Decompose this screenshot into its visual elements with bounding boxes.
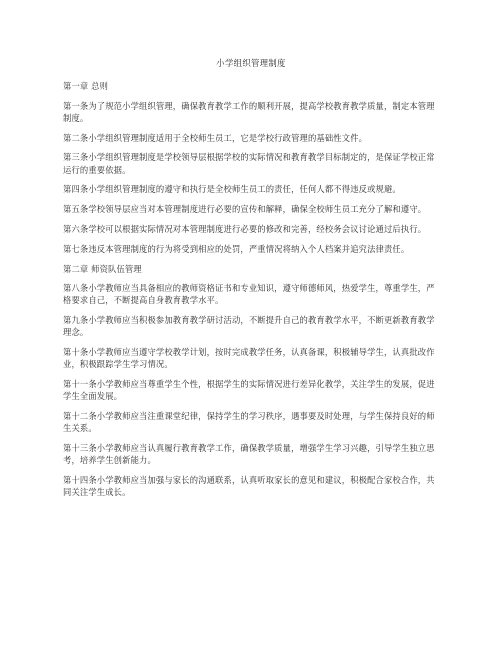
article-paragraph: 第六条学校可以根据实际情况对本管理制度进行必要的修改和完善，经校务会议讨论通过后执行。 [63,223,427,234]
article-paragraph: 第一条为了规范小学组织管理，确保教育教学工作的顺利开展，提高学校教育教学质量，制定本管理制度。 [63,100,435,123]
article-paragraph: 第十二条小学教师应当注重课堂纪律，保持学生的学习秩序，遇事要及时处理，与学生保持良好的师生关系。 [63,411,435,434]
article-paragraph: 第七条违反本管理制度的行为将受到相应的处罚，严重情况将纳入个人档案并追究法律责任。 [63,243,410,254]
chapter-heading: 第一章 总则 [63,81,109,91]
document-body [63,80,441,506]
document-title: 小学组织管理制度 [216,58,286,68]
article-paragraph: 第八条小学教师应当具备相应的教师资格证书和专业知识，遵守师德师风，热爱学生，尊重学生，严格要求自己，不断提高自身教育教学水平。 [63,283,435,306]
article-paragraph: 第五条学校领导层应当对本管理制度进行必要的宣传和解释，确保全校师生员工充分了解和遵守。 [63,204,427,215]
article-paragraph: 第三条小学组织管理制度是学校领导层根据学校的实际情况和教育教学目标制定的，是保证学校正常运行的重要依据。 [63,152,435,175]
article-paragraph: 第二条小学组织管理制度适用于全校师生员工，它是学校行政管理的基础性文件。 [63,132,368,143]
article-paragraph: 第十三条小学教师应当认真履行教育教学工作，确保教学质量，增强学生学习兴趣，引导学生独立思考，培养学生创新能力。 [63,443,435,466]
article-paragraph: 第十一条小学教师应当尊重学生个性，根据学生的实际情况进行差异化教学，关注学生的发展，促进学生全面发展。 [63,379,435,402]
article-paragraph: 第十四条小学教师应当加强与家长的沟通联系，认真听取家长的意见和建议，积极配合家校合作，共同关注学生成长。 [63,475,435,498]
article-paragraph: 第十条小学教师应当遵守学校教学计划，按时完成教学任务，认真备课，积极辅导学生，认真批改作业，积极跟踪学生学习情况。 [63,347,435,370]
article-paragraph: 第九条小学教师应当积极参加教育教学研讨活动，不断提升自己的教育教学水平，不断更新教育教学理念。 [63,315,435,338]
chapter-heading: 第二章 师资队伍管理 [63,263,142,274]
article-paragraph: 第四条小学组织管理制度的遵守和执行是全校师生员工的责任，任何人都不得违反或规避。 [63,184,401,195]
